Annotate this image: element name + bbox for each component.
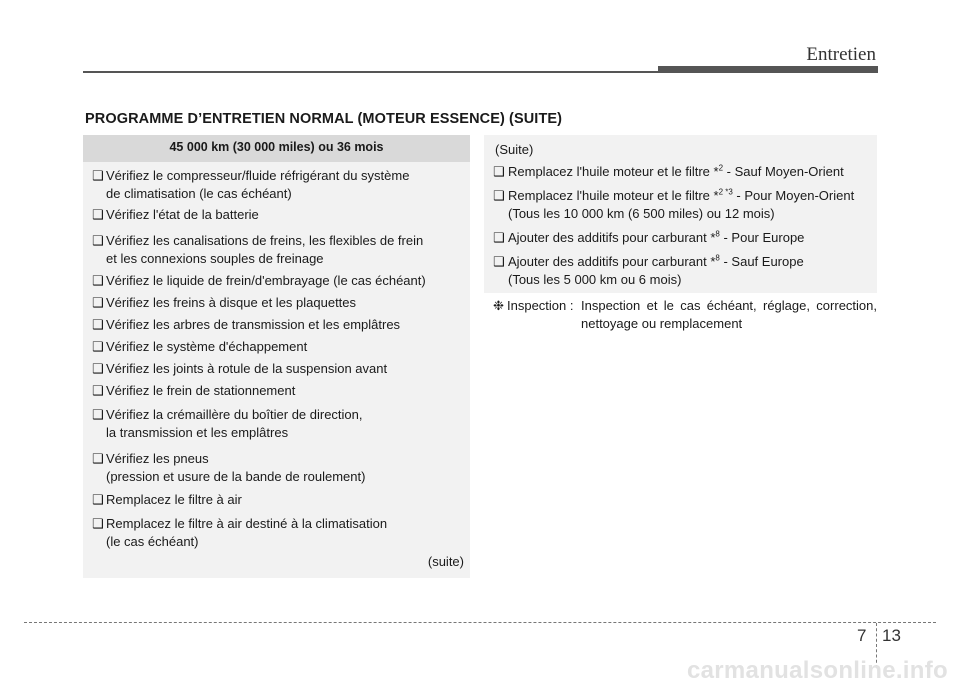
checklist-item: ❑ Vérifiez les canalisations de freins, les flexibles de frein et les connexions souples de freinage <box>92 233 424 266</box>
checklist-item: ❑ Ajouter des additifs pour carburant *$^8$ - Sauf Europe (Tous les 5 000 km ou 6 mois) <box>493 253 804 287</box>
checklist-item: ❑ Vérifiez le compresseur/fluide réfrigérant du système de climatisation (le cas échéant) <box>92 168 410 201</box>
checkbox-icon: ❑ <box>92 383 104 398</box>
checkbox-icon: ❑ <box>92 516 104 531</box>
checklist-item: ❑ Remplacez l'huile moteur et le filtre *$^2$ - Sauf Moyen-Orient <box>493 163 844 179</box>
chapter-title: Entretien <box>806 44 876 65</box>
maintenance-table-45000km <box>83 135 470 578</box>
checklist-item: ❑ Remplacez l'huile moteur et le filtre *$^{2 *3}$ - Pour Moyen-Orient (Tous les 10 000 km (6 500 miles) ou 12 mois) <box>493 187 855 221</box>
checklist-item: ❑ Vérifiez le système d'échappement <box>92 339 308 354</box>
checklist-item: ❑ Vérifiez l'état de la batterie <box>92 207 259 222</box>
checkbox-icon: ❑ <box>92 451 104 466</box>
section-title: PROGRAMME D’ENTRETIEN NORMAL (MOTEUR ESSENCE) (SUITE) <box>85 111 563 127</box>
checkbox-icon: ❑ <box>92 407 104 422</box>
note-text: Inspection et le cas échéant, réglage, correction, nettoyage ou remplacement <box>581 298 877 331</box>
checkbox-icon: ❑ <box>92 207 104 222</box>
watermark: carmanualsonline.info <box>686 657 948 684</box>
asterism-icon: ❉ <box>493 298 504 313</box>
continued-label: (suite) <box>427 554 464 569</box>
note-label: Inspection : <box>507 298 574 313</box>
footer-divider <box>24 622 936 623</box>
checkbox-icon: ❑ <box>493 230 505 245</box>
chapter-number: 7 <box>857 626 867 645</box>
checklist-item: ❑ Vérifiez la crémaillère du boîtier de direction, la transmission et les emplâtres <box>92 407 363 440</box>
inspection-note <box>493 297 877 333</box>
checklist-item: ❑ Remplacez le filtre à air <box>92 492 242 507</box>
checkbox-icon: ❑ <box>493 164 505 179</box>
checkbox-icon: ❑ <box>493 254 505 269</box>
checkbox-icon: ❑ <box>92 295 104 310</box>
checklist-item: ❑ Ajouter des additifs pour carburant *$^8$ - Pour Europe <box>493 229 805 245</box>
checklist-item: ❑ Vérifiez les pneus (pression et usure de la bande de roulement) <box>92 451 366 484</box>
checkbox-icon: ❑ <box>92 339 104 354</box>
header-rule <box>83 71 663 73</box>
checkbox-icon: ❑ <box>92 273 104 288</box>
checklist-item: ❑ Vérifiez les arbres de transmission et les emplâtres <box>92 317 401 332</box>
checklist-item: ❑ Vérifiez le liquide de frein/d'embrayage (le cas échéant) <box>92 273 426 288</box>
checklist-item: ❑ Remplacez le filtre à air destiné à la climatisation (le cas échéant) <box>92 516 388 549</box>
checklist-item: ❑ Vérifiez les freins à disque et les plaquettes <box>92 295 357 310</box>
checklist-item: ❑ Vérifiez le frein de stationnement <box>92 383 296 398</box>
checkbox-icon: ❑ <box>92 168 104 183</box>
checkbox-icon: ❑ <box>92 492 104 507</box>
continued-label: (Suite) <box>495 142 534 157</box>
maintenance-table-continued <box>484 135 877 293</box>
checkbox-icon: ❑ <box>92 233 104 248</box>
checkbox-icon: ❑ <box>493 188 505 203</box>
checkbox-icon: ❑ <box>92 361 104 376</box>
page-number: 13 <box>882 626 901 645</box>
header-rule-accent <box>658 66 878 73</box>
checkbox-icon: ❑ <box>92 317 104 332</box>
interval-heading: 45 000 km (30 000 miles) ou 36 mois <box>83 135 470 162</box>
checklist-item: ❑ Vérifiez les joints à rotule de la suspension avant <box>92 361 388 376</box>
